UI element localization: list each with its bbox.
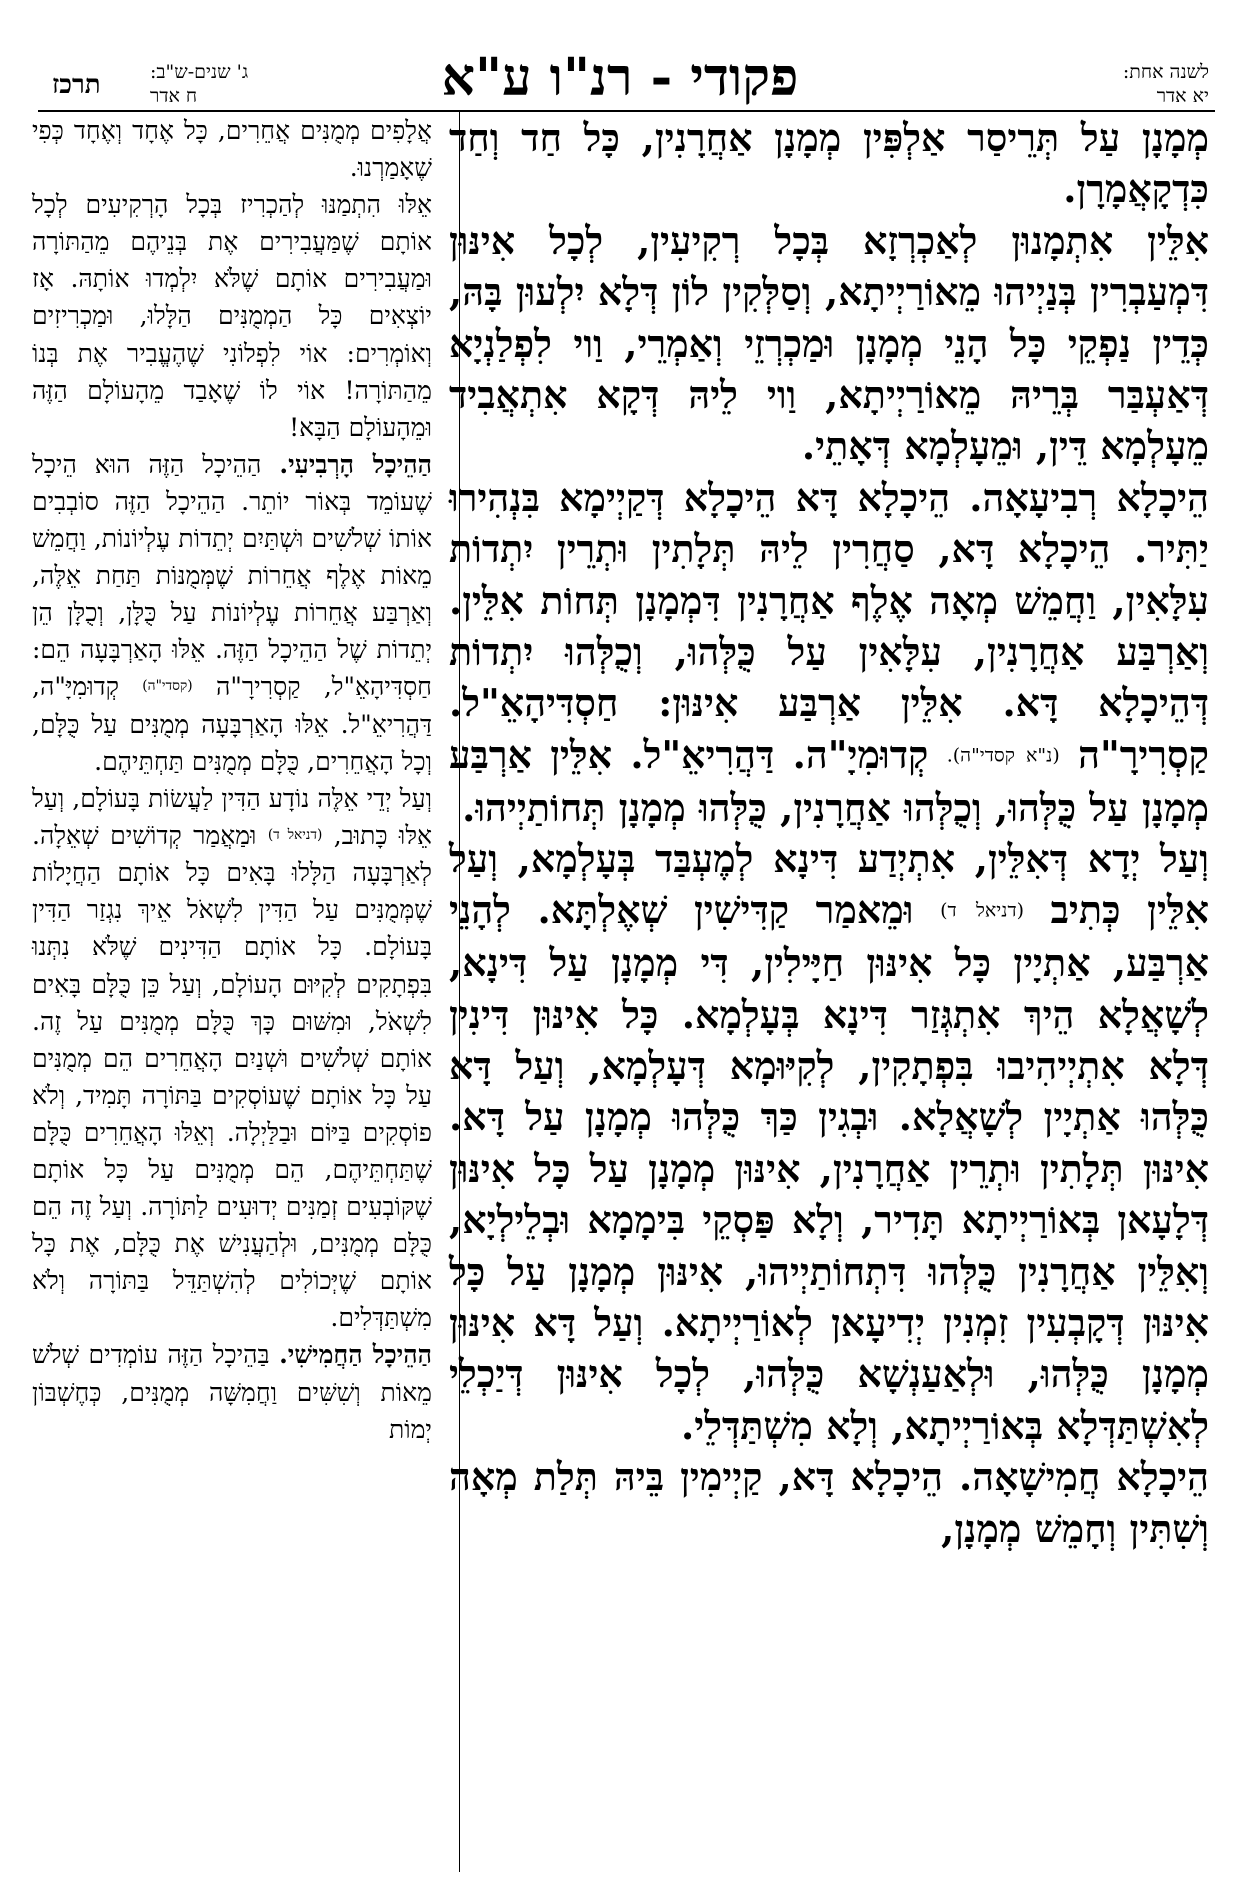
citation-note: (דניאל ד) (940, 899, 1025, 922)
section-heading: הֵיכָלָא חֲמִישָׁאָה. (959, 1454, 1209, 1500)
main-paragraph: מְמָנָן עַל תְּרֵיסַר אַלְפִּין מְמָנָן אַחֲרָנִין, כָּל חַד וְחַד כִּדְקָאֲמָרָן. (449, 115, 1209, 212)
citation-note: (דניאל ד) (267, 827, 323, 844)
side-paragraph: הַהֵיכָל הָרְבִיעִי. הַהֵיכָל הַזֶּה הוּא הֵיכָל שֶׁעוֹמֵד בְּאוֹר יוֹתֵר. הַהֵיכָל הַזֶּה סוֹבְבִים אוֹתוֹ שְׁלֹשִׁים וּשְׁתַּיִם יְתֵדוֹת עֶלְיוֹנוֹת, וַחֲמֵשׁ מֵאוֹת אֶלֶף אֲחֵרוֹת שֶׁמְּמֻנּוֹת תַּחַת אֵלֶּה, וְאַרְבַּע אֲחֵרוֹת עֶלְיוֹנוֹת עַל כֻּלָּן, וְכֻלָּן הֵן יְתֵדוֹת שֶׁל הַהֵיכָל הַזֶּה. אֵלּוּ הָאַרְבָּעָה הֵם: חַסְדִּיהָאֵ"ל, קַסְרִירָ"ה (קסדי"ה) קְדוּמִיָּ"ה, דַּהֲרִיאֵ"ל. אֵלּוּ הָאַרְבָּעָה מְמֻנִּים עַל כֻּלָּם, וְכָל הָאֲחֵרִים, כֻּלָּם מְמֻנִּים תַּחְתֵּיהֶם. (32, 449, 432, 776)
header-right-line1: לשנה אחת: (1122, 61, 1209, 83)
main-paragraph: וְעַל יְדָא דְּאִלֵּין, אִתְיְדַע דִּינָא לְמֶעְבַּד בְּעָלְמָא, וְעַל אִלֵּין כְּתִיב (דניאל ד) וּמֵאמַר קַדִּישִׁין שְׁאֶלְתָּא. לְהָנֵי אַרְבַּע, אַתְיָין כָּל אִינּוּן חַיָּילִין, דִּי מְמָנָן עַל דִּינָא, לְשָׁאֲלָא הֵיךְ אִתְגְּזַר דִּינָא בְּעָלְמָא. כָּל אִינּוּן דִּינִין דְּלָא אִתְיְיהִיבוּ בִּפְתָקִין, לְקִיּוּמָא דְּעָלְמָא, וְעַל דָּא כֻּלְּהוּ אַתְיָין לְשָׁאֲלָא. וּבְגִין כַּךְ כֻּלְּהוּ מְמָנָן עַל דָּא. אִינּוּן תְּלָתִין וּתְרֵין אַחֲרָנִין, אִינּוּן מְמָנָן עַל כָּל אִינּוּן דְּלָעָאן בְּאוֹרַיְיתָא תָּדִיר, וְלָא פַּסְקֵי בִּימָמָא וּבְלֵילְיָא, וְאִלֵּין אַחֲרָנִין כֻּלְּהוּ דִּתְחוֹתַיְיהוּ, אִינּוּן מְמָנָן עַל כָּל אִינּוּן דְּקָבְעִין זִמְנִין יְדִיעָאן לְאוֹרַיְיתָא. וְעַל דָּא אִינּוּן מְמָנָן כֻּלְּהוּ, וּלְאַעַנְשָׁא כֻּלְּהוּ, לְכָל אִינּוּן דְּיַכְלֵי לְאִשְׁתַּדְּלָא בְּאוֹרַיְיתָא, וְלָא מִשְׁתַּדְּלֵי. (449, 836, 1210, 1448)
side-paragraph: אֵלּוּ הִתְמַנּוּ לְהַכְרִיז בְּכָל הָרְקִיעִים לְכָל אוֹתָם שֶׁמַּעֲבִירִים אֶת בְּנֵיהֶם מֵהַתּוֹרָה וּמַעֲבִירִים אוֹתָם שֶׁלֹּא יִלְמְדוּ אוֹתָהּ. אָז יוֹצְאִים כָּל הַמְמֻנִּים הַלָּלוּ, וּמַכְרִיזִים וְאוֹמְרִים: אוֹי לִפְלוֹנִי שֶׁהֶעֱבִיר אֶת בְּנוֹ מֵהַתּוֹרָה! אוֹי לוֹ שֶׁאָבַד מֵהָעוֹלָם הַזֶּה וּמֵהָעוֹלָם הַבָּא! (32, 190, 432, 442)
header-right-dates (1049, 60, 1209, 108)
main-paragraph: אִלֵּין אִתְמָנוּן לְאַכְרְזָא בְּכָל רְקִיעִין, לְכָל אִינּוּן דִּמְעַבְרִין בְּנַיְיהוּ מֵאוֹרַיְיתָא, וְסַלְּקִין לוֹן דְּלָא יִלְעוּן בָּהּ, כְּדֵין נַפְקֵי כָּל הָנֵי מְמָנָן וּמַכְרְזֵי וְאַמְרֵי, וַוי לִפְלַנְיָא דְּאַעְבַּר בְּרֵיהּ מֵאוֹרַיְיתָא, וַוי לֵיהּ דְּקָא אִתְאֲבִיד מֵעָלְמָא דֵּין, וּמֵעָלְמָא דְּאָתֵי. (449, 217, 1209, 469)
translation-column (32, 112, 432, 1872)
main-paragraph: הֵיכָלָא חֲמִישָׁאָה. הֵיכָלָא דָּא, קַיְימִין בֵּיהּ תְּלַת מְאָה וְשִׁתִּין וְחָמֵשׁ מְמָנָן, (449, 1454, 1209, 1551)
main-paragraph: הֵיכָלָא רְבִיעָאָה. הֵיכָלָא דָּא הֵיכָלָא דְּקַיְימָא בִּנְהִירוּ יַתִּיר. הֵיכָלָא דָּא, סַחֲרִין לֵיהּ תְּלָתִין וּתְרֵין יִתְדוֹת עִלָּאִין, וַחֲמֵשׁ מְאָה אֶלֶף אַחֲרָנִין דִּמְמָנָן תְּחוֹת אִלֵּין. וְאַרְבַּע אַחֲרָנִין, עִלָּאִין עַל כֻּלְּהוּ, וְכֻלְּהוּ יִתְדוֹת דְּהֵיכָלָא דָּא. אִלֵּין אַרְבַּע אִינּוּן: חַסְדִּיהָאֵ"ל. קַסְרִירָ"ה (נ"א קסדי"ה). קְדוּמִיָ"ה. דַּהֲרִיאֵ"ל. אִלֵּין אַרְבַּע מְמָנָן עַל כֻּלְּהוּ, וְכֻלְּהוּ אַחֲרָנִין, כֻּלְּהוּ מְמָנָן תְּחוֹתַיְיהוּ. (449, 474, 1210, 830)
side-paragraph: וְעַל יְדֵי אֵלֶּה נוֹדָע הַדִּין לַעֲשׂוֹת בָּעוֹלָם, וְעַל אֵלּוּ כָּתוּב, (דניאל ד) וּמַאֲמַר קְדוֹשִׁים שְׁאֵלָה. לְאַרְבָּעָה הַלָּלוּ בָּאִים כָּל אוֹתָם הַחֲיָלוֹת שֶׁמְּמֻנִּים עַל הַדִּין לִשְׁאֹל אֵיךְ נִגְזַר הַדִּין בָּעוֹלָם. כָּל אוֹתָם הַדִּינִים שֶׁלֹּא נִתְּנוּ בִּפְתָקִים לְקִיּוּם הָעוֹלָם, וְעַל כֵּן כֻּלָּם בָּאִים לִשְׁאֹל, וּמִשּׁוּם כָּךְ כֻּלָּם מְמֻנִּים עַל זֶה. אוֹתָם שְׁלֹשִׁים וּשְׁנַיִם הָאֲחֵרִים הֵם מְמֻנִּים עַל כָּל אוֹתָם שֶׁעוֹסְקִים בַּתּוֹרָה תָּמִיד, וְלֹא פוֹסְקִים בַּיּוֹם וּבַלַּיְלָה. וְאֵלּוּ הָאֲחֵרִים כֻּלָּם שֶׁתַּחְתֵּיהֶם, הֵם מְמֻנִּים עַל כָּל אוֹתָם שֶׁקּוֹבְעִים זְמַנִּים יְדוּעִים לַתּוֹרָה. וְעַל זֶה הֵם כֻּלָּם מְמֻנִּים, וּלְהַעֲנִישׁ אֶת כֻּלָּם, אֶת כָּל אוֹתָם שֶׁיְּכוֹלִים לְהִשְׁתַּדֵּל בַּתּוֹרָה וְלֹא מִשְׁתַּדְּלִים. (32, 783, 433, 1333)
page-title: פקודי - רנ"ו ע"א (441, 47, 799, 108)
section-heading: הַהֵיכָל הַחֲמִישִׁי. (279, 1340, 432, 1370)
header-left-dates (150, 60, 390, 108)
column-divider (459, 112, 460, 1872)
header-left-line2: ח אדר (150, 85, 198, 107)
variant-note: (נ"א קסדי"ה). (946, 744, 1060, 767)
variant-note: (קסדי"ה) (142, 678, 193, 695)
header-right-line2: יא אדר (1156, 85, 1209, 107)
side-paragraph: אֲלָפִים מְמֻנִּים אֲחֵרִים, כָּל אֶחָד וְאֶחָד כְּפִי שֶׁאָמַרְנוּ. (32, 116, 432, 183)
side-paragraph: הַהֵיכָל הַחֲמִישִׁי. בַּהֵיכָל הַזֶּה עוֹמְדִים שְׁלֹשׁ מֵאוֹת וְשִׁשִּׁים וַחֲמִשָּׁה מְמֻנִּים, כְּחֶשְׁבּוֹן יְמוֹת (32, 1340, 432, 1444)
header-left-line1: ג' שנים-ש"ב: (150, 61, 249, 83)
section-heading: הַהֵיכָל הָרְבִיעִי. (279, 449, 432, 479)
page-number: תרכז (52, 70, 101, 100)
section-heading: הֵיכָלָא רְבִיעָאָה. (969, 474, 1210, 520)
main-text-column (449, 112, 1209, 1872)
